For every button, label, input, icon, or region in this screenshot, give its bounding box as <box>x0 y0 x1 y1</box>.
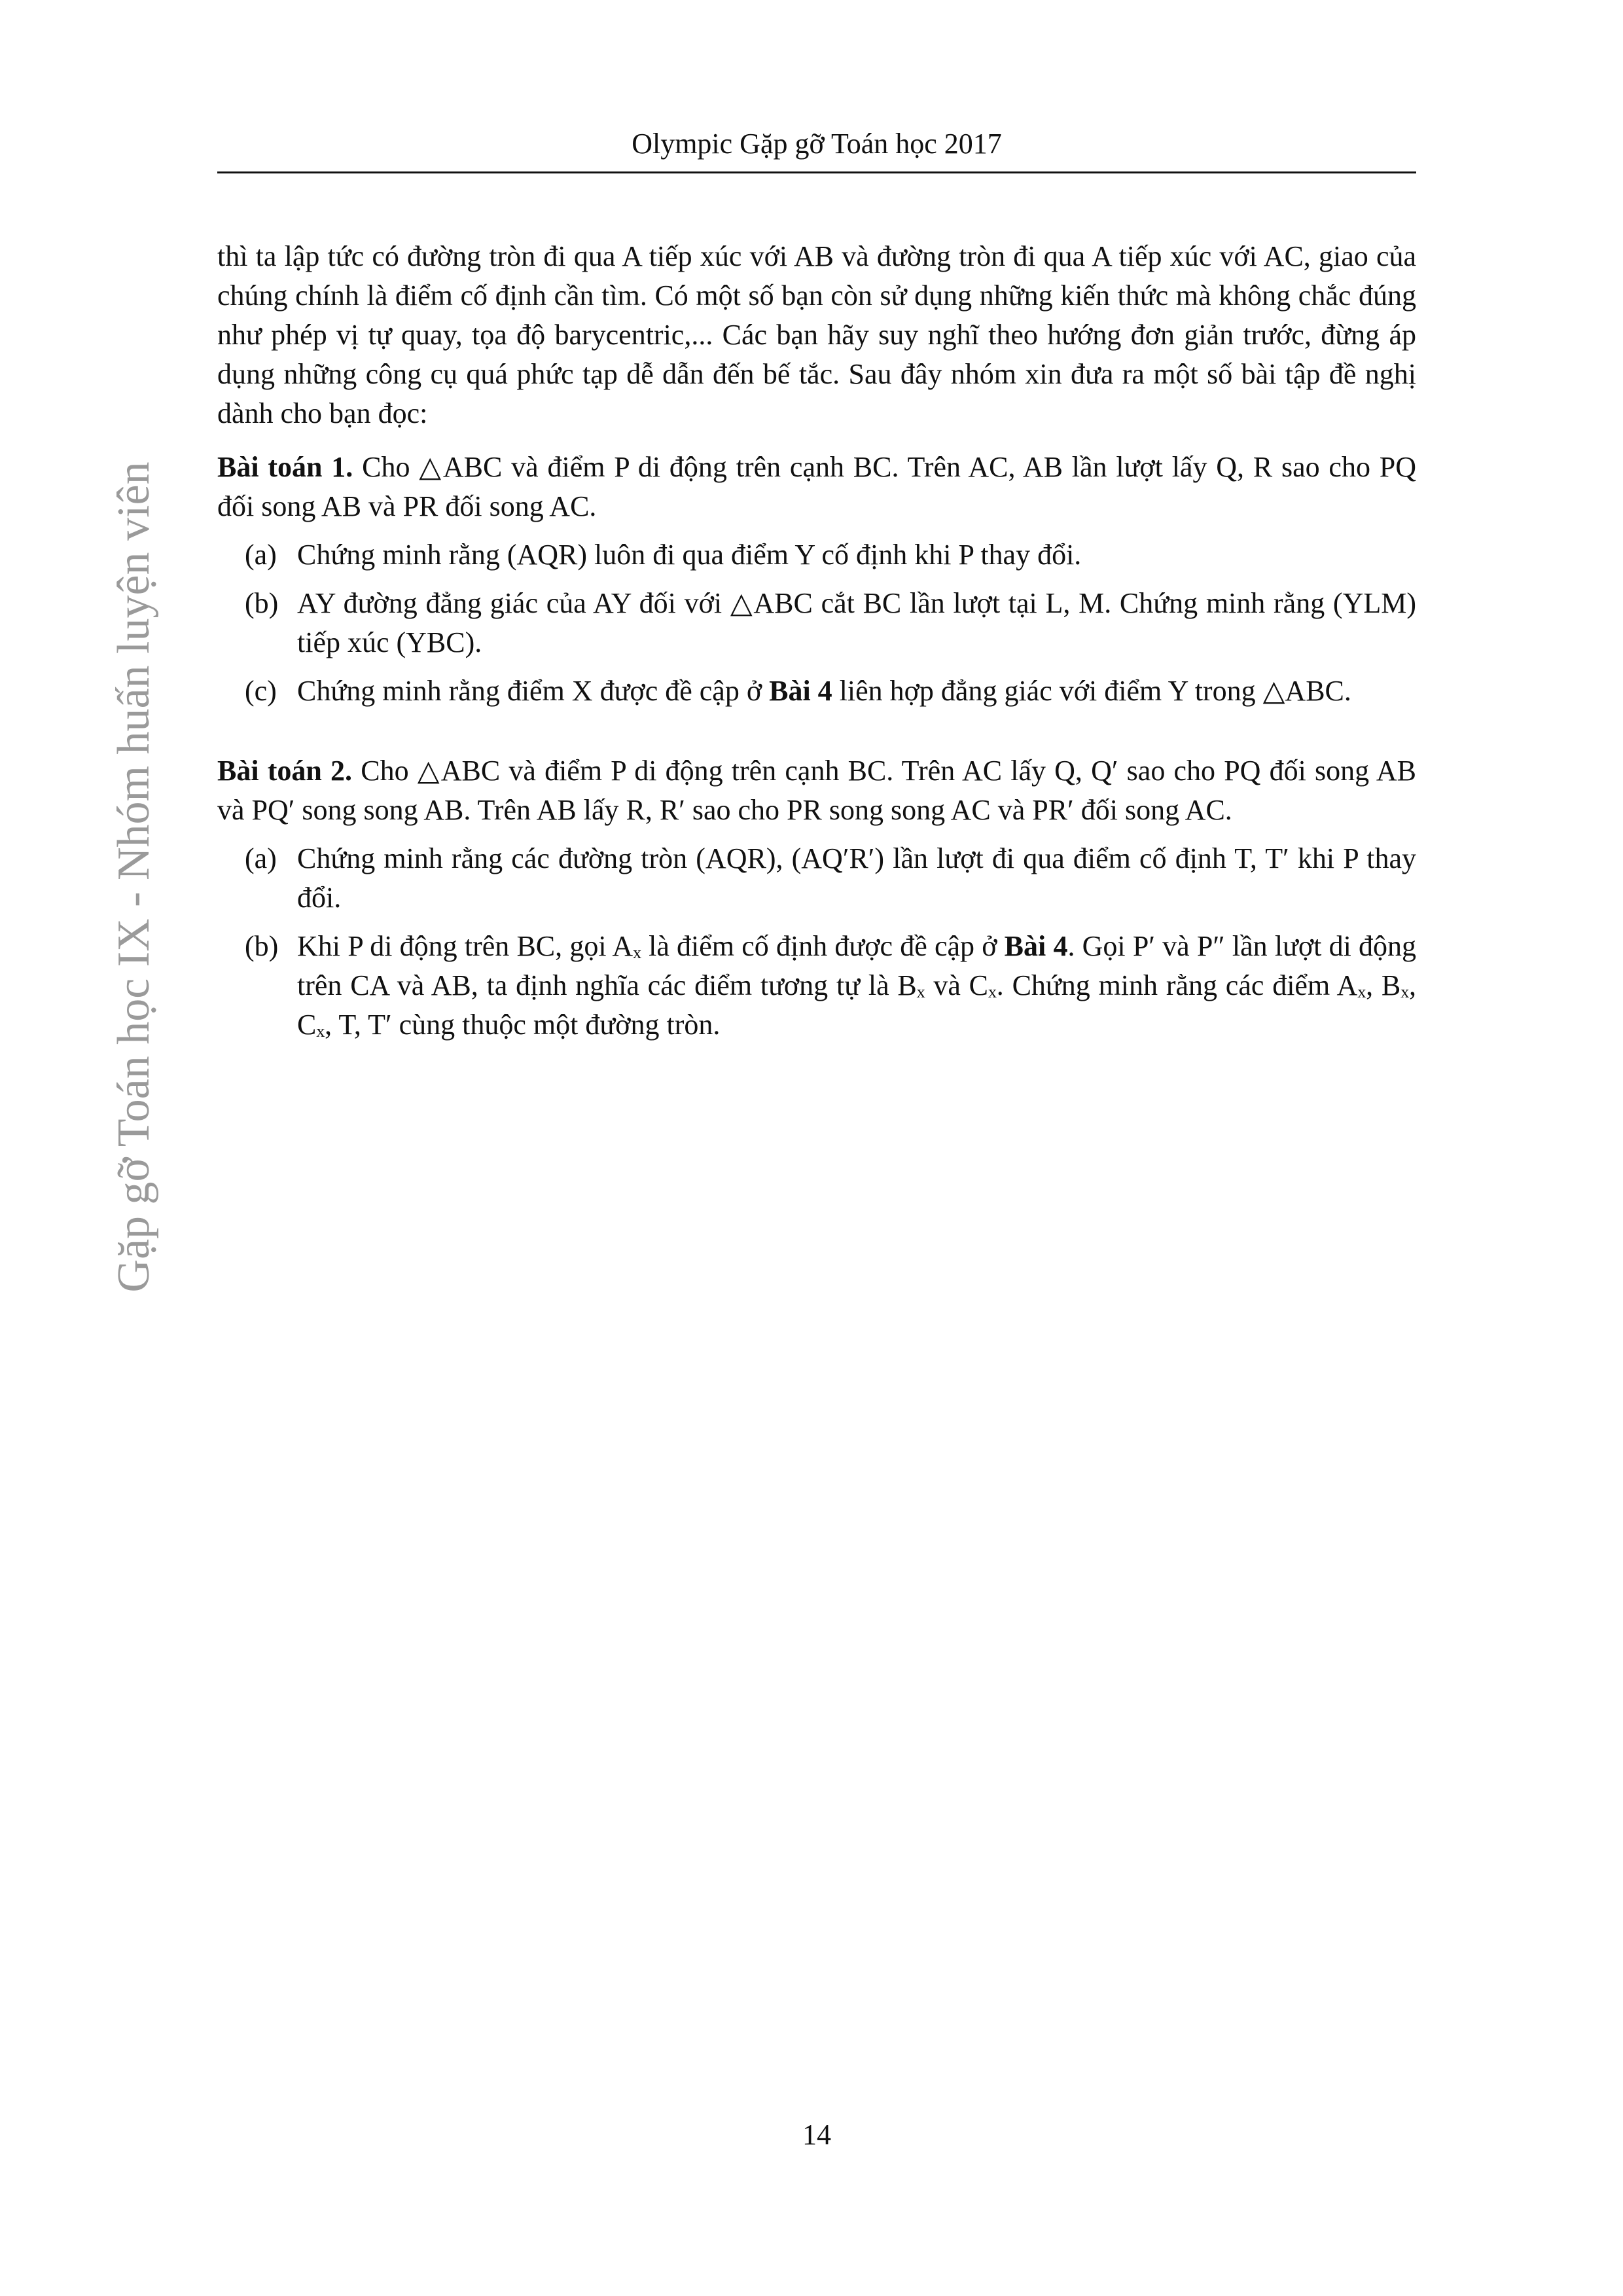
intro-paragraph: thì ta lập tức có đường tròn đi qua A tiếp xúc với AB và đường tròn đi qua A tiếp xúc với AC, giao của chúng chính là điểm cố định cần tìm. Có một số bạn còn sử dụng những kiến thức mà không chắc đúng như phép vị tự quay, tọa độ barycentric,... Các bạn hãy suy nghĩ theo hướng đơn giản trước, đừng áp dụng những công cụ quá phức tạp dễ dẫn đến bế tắc. Sau đây nhóm xin đưa ra một số bài tập đề nghị dành cho bạn đọc: <box>217 240 1416 429</box>
part-text-before: Chứng minh rằng điểm X được đề cập ở <box>297 675 770 707</box>
problem-1-title: Bài toán 1. <box>217 451 353 483</box>
problem-2-parts <box>217 839 1416 1045</box>
problem-2-title: Bài toán 2. <box>217 755 353 787</box>
running-header: Olympic Gặp gỡ Toán học 2017 <box>632 128 1002 160</box>
problem-1-text: Cho △ABC và điểm P di động trên cạnh BC. Trên AC, AB lần lượt lấy Q, R sao cho PQ đối song AB và PR đối song AC. <box>217 451 1417 522</box>
page-number: 14 <box>802 2119 831 2151</box>
problem-1-statement <box>217 448 1416 526</box>
part-label: (b) <box>245 587 279 619</box>
problem-1-part-a <box>217 535 1416 575</box>
part-text: Chứng minh rằng các đường tròn (AQR), (AQ′R′) lần lượt đi qua điểm cố định T, T′ khi P thay đổi. <box>297 842 1416 914</box>
part-text-after: . Gọi P′ và P″ lần lượt di động trên CA và AB, ta định nghĩa các điểm tương tự là Bₓ và Cₓ. Chứng minh rằng các điểm Aₓ, Bₓ, Cₓ, T, T′ cùng thuộc một đường tròn. <box>297 930 1417 1041</box>
side-watermark: Gặp gỡ Toán học IX - Nhóm huấn luyện viên <box>109 461 159 1293</box>
body-text <box>217 237 1416 1054</box>
part-text-before: Khi P di động trên BC, gọi Aₓ là điểm cố định được đề cập ở <box>297 930 1005 962</box>
problem-reference: Bài 4 <box>1004 930 1068 962</box>
part-label: (c) <box>245 675 277 707</box>
part-label: (b) <box>245 930 279 962</box>
problem-2-part-b <box>217 927 1416 1045</box>
problem-1-parts <box>217 535 1416 711</box>
header-rule <box>217 171 1416 173</box>
problem-2-statement <box>217 751 1416 830</box>
problem-1-part-b <box>217 584 1416 662</box>
problem-1-part-c <box>217 672 1416 711</box>
problem-1 <box>217 448 1416 711</box>
part-label: (a) <box>245 842 277 874</box>
problem-2-text: Cho △ABC và điểm P di động trên cạnh BC. Trên AC lấy Q, Q′ sao cho PQ đối song AB và PQ′ song song AB. Trên AB lấy R, R′ sao cho PR song song AC và PR′ đối song AC. <box>217 755 1416 826</box>
problem-2 <box>217 751 1416 1045</box>
part-text-after: liên hợp đẳng giác với điểm Y trong △ABC. <box>832 675 1351 707</box>
part-label: (a) <box>245 539 277 571</box>
problem-2-part-a <box>217 839 1416 918</box>
part-text: Chứng minh rằng (AQR) luôn đi qua điểm Y cố định khi P thay đổi. <box>297 539 1082 571</box>
part-text: AY đường đẳng giác của AY đối với △ABC cắt BC lần lượt tại L, M. Chứng minh rằng (YLM) tiếp xúc (YBC). <box>297 587 1416 658</box>
problem-reference: Bài 4 <box>769 675 832 707</box>
